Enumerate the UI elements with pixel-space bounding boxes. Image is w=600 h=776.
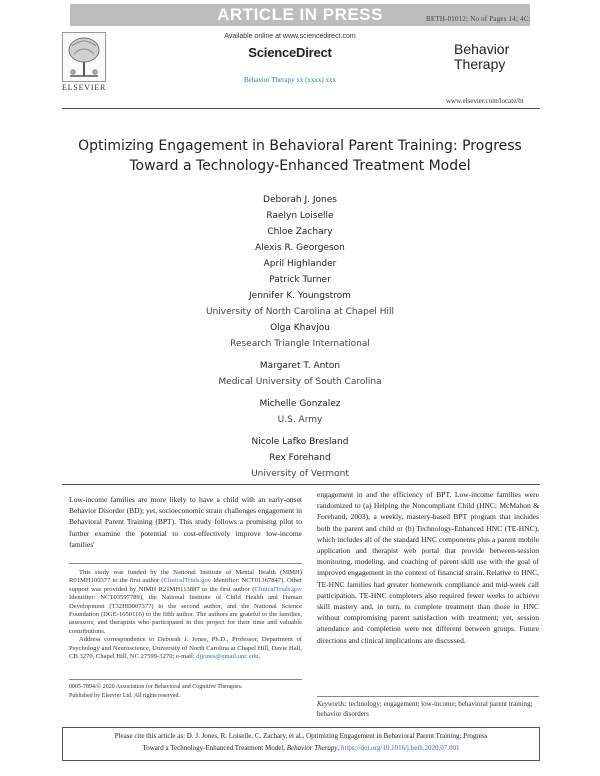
funding-text: Identifier: NCT03597789), the National Institute of Child Health and Human Development (T32HD007377) to the second author, and the National Science Foundation (DGE-1650116) to the fifth author. The authors are grateful to the families, assessors, and therapists who participated in this project for their time and valuable contributions. xyxy=(69,594,302,635)
affiliation: Medical University of South Carolina xyxy=(218,377,382,387)
affiliation: Research Triangle International xyxy=(230,339,370,349)
affiliation: University of North Carolina at Chapel Hill xyxy=(205,307,394,317)
journal-reference-link[interactable]: Behavior Therapy xx (xxxx) xxx xyxy=(243,76,336,84)
doi-link[interactable]: https://doi.org/10.1016/j.beth.2020.07.001 xyxy=(341,744,460,753)
citation-separator: , xyxy=(337,744,342,753)
clinicaltrials-link[interactable]: ClinicalTrials.gov xyxy=(254,585,302,593)
journal-logo-line2: Therapy xyxy=(454,56,506,72)
elsevier-tree-logo-icon xyxy=(62,32,106,82)
author-name: Nicole Lafko Bresland xyxy=(251,437,349,447)
funding-footnote xyxy=(69,569,302,661)
correspondence-address: Address correspondence to Deborah J. Jones, Ph.D., Professor, Department of Psychology and Neuroscience, University of North Carolina at Chapel Hill, Davie Hall, CB 3270, Chapel Hill, NC 27599-3270; e-mail: xyxy=(69,636,302,661)
keywords-divider xyxy=(317,696,539,697)
author-name: Alexis R. Georgeson xyxy=(255,243,345,253)
title-line-1: Optimizing Engagement in Behavioral Parent Training: Progress xyxy=(78,138,522,154)
author-name: Olga Khavjou xyxy=(270,323,330,333)
affiliation: U.S. Army xyxy=(277,415,323,425)
citation-line-1: Please cite this article as: D. J. Jones, R. Loiselle, C. Zachary, et al., Optimizing Engagement in Behavioral Parent Training: Progress xyxy=(114,732,488,740)
copyright-notice xyxy=(69,683,302,700)
copyright-line: 0005-7894/© 2020 Association for Behavioral and Cognitive Therapies. xyxy=(69,684,243,690)
journal-website-link[interactable]: www.elsevier.com/locate/bt xyxy=(446,97,524,105)
author-name: Patrick Turner xyxy=(269,275,331,285)
affiliation: University of Vermont xyxy=(251,469,349,479)
author-name: Deborah J. Jones xyxy=(263,195,337,205)
header-divider xyxy=(62,108,540,109)
article-ref-code: BETH-01012; No of Pages 14; 4C: xyxy=(426,15,531,23)
author-name: Jennifer K. Youngstrom xyxy=(249,291,351,301)
clinicaltrials-link[interactable]: ClinicalTrials.gov xyxy=(163,577,212,585)
author-list xyxy=(150,192,450,482)
keywords-label: Keywords: xyxy=(317,700,348,708)
copyright-line: Published by Elsevier Ltd. All rights reserved. xyxy=(69,692,180,699)
article-title xyxy=(60,136,540,176)
author-name: Michelle Gonzalez xyxy=(259,399,341,409)
journal-logo-line1: Behavior xyxy=(454,41,510,57)
author-name: Raelyn Loiselle xyxy=(266,211,334,221)
author-name: Margaret T. Anton xyxy=(259,361,341,371)
funding-text: This study was funded by the National Institute of Mental Health (NIMH) R01MH100377 to the first author ( xyxy=(69,569,302,585)
email-link[interactable]: djjones@email.unc.edu xyxy=(196,653,259,661)
author-name: Rex Forehand xyxy=(269,453,331,463)
keywords-text: technology; engagement; low-income; behavioral parent training; behavior disorders xyxy=(317,700,533,718)
citation-journal: Behavior Therapy xyxy=(286,744,338,753)
copyright-divider xyxy=(69,679,302,680)
elsevier-wordmark: ELSEVIER xyxy=(62,83,107,92)
abstract-right-column: engagement in and the efficiency of BPT. Low-income families were randomized to (a) Helping the Noncompliant Child (HNC; McMahon & Forehand, 2003), a weekly, mastery-based BPT program that includes both the parent and child or (b) Technology-Enhanced HNC (TE-HNC), which includes all of the standard HNC components plus a parent mobile application and therapist web portal that provide between-session monitoring, modeling, and coaching of parent skill use with the goal of improved engagement in the context of financial strain. Relative to HNC, TE-HNC families had greater homework compliance and mid-week call participation. TE-HNC completers also required fewer weeks to achieve skill mastery and, in turn, to complete treatment than those in HNC without compromising parent satisfaction with treatment; yet, session attendance and completion were not different between groups. Future directions and clinical implications are discussed. xyxy=(317,490,539,645)
available-online-text: Available online at www.sciencedirect.com xyxy=(224,33,356,40)
abstract-divider xyxy=(62,484,540,485)
citation-line-2 xyxy=(63,742,539,754)
author-name: Chloe Zachary xyxy=(267,227,333,237)
footnote-divider xyxy=(69,563,302,564)
citation-box xyxy=(62,727,540,761)
behavior-therapy-logo xyxy=(454,42,509,72)
funding-text: Identifier: NCT01367847). Other support was provided by NIMH R21MH113887 to the first author ( xyxy=(69,577,302,593)
keywords xyxy=(317,700,539,719)
article-in-press-banner: ARTICLE IN PRESS xyxy=(70,4,530,26)
title-line-2: Toward a Technology-Enhanced Treatment Model xyxy=(129,158,471,174)
citation-title-end: Toward a Technology-Enhanced Treatment Model, xyxy=(142,744,287,753)
sciencedirect-logo: ScienceDirect xyxy=(248,45,332,60)
abstract-left-column: Low-income families are more likely to have a child with an early-onset Behavior Disorder (BD); yet, socioeconomic strain challenges engagement in Behavioral Parent Training (BPT). This study follows a promising pilot to further examine the potential to cost-effectively improve low-income families' xyxy=(69,495,302,549)
author-name: April Highlander xyxy=(263,259,337,269)
address-end: . xyxy=(258,653,261,661)
